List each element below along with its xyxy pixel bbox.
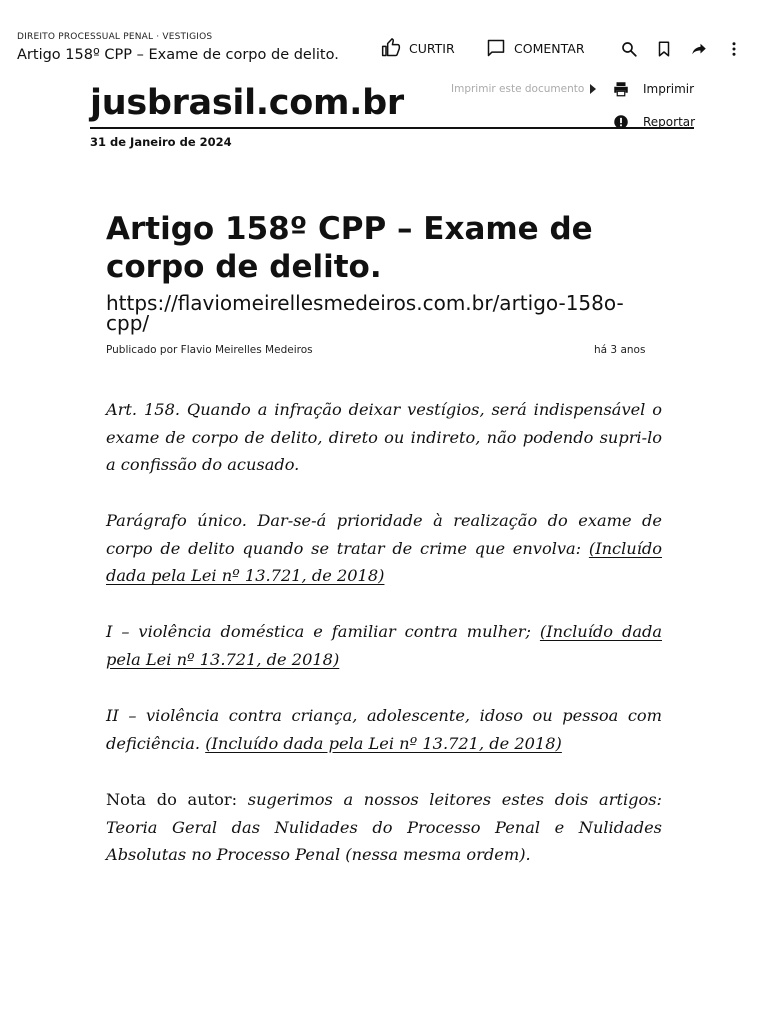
paragraph-text: I – violência doméstica e familiar contra mulher; <box>106 622 531 641</box>
bookmark-icon <box>655 40 673 58</box>
print-hint <box>451 83 596 95</box>
byline: Publicado por Flavio Meirelles Medeiros <box>106 344 313 356</box>
paragraph-inciso-ii <box>106 702 662 757</box>
paragraph-text: Parágrafo único. Dar-se-á prioridade à realização do exame de corpo de delito quando se tratar de crime que envolva: <box>106 511 662 558</box>
site-name: jusbrasil.com.br <box>90 83 404 123</box>
printer-icon <box>612 80 630 98</box>
share-icon <box>690 40 708 58</box>
header-rule <box>90 127 694 129</box>
report-icon <box>612 113 630 131</box>
thumbs-up-icon <box>381 38 401 58</box>
author-note-lead: Nota do autor: <box>106 790 238 809</box>
like-label: CURTIR <box>409 40 455 56</box>
report-button[interactable] <box>612 113 695 131</box>
article-title: Artigo 158º CPP – Exame de corpo de delito. <box>106 211 593 285</box>
breadcrumb[interactable]: DIREITO PROCESSUAL PENAL · VESTIGIOS <box>17 32 213 42</box>
comment-label: COMENTAR <box>514 40 585 56</box>
paragraph-art-158 <box>106 396 662 479</box>
report-label: Reportar <box>643 115 696 129</box>
more-icon <box>725 40 743 58</box>
print-label: Imprimir <box>643 82 695 96</box>
print-button[interactable] <box>612 80 694 98</box>
law-reference-link[interactable]: (Incluído dada pela Lei nº 13.721, de 2018) <box>205 733 562 753</box>
law-reference-link[interactable]: (Incluído dada pela Lei nº 13.721, de 2018) <box>106 538 662 585</box>
comment-icon <box>486 38 506 58</box>
share-button[interactable] <box>689 39 709 59</box>
search-button[interactable] <box>619 39 639 59</box>
publish-age: há 3 anos <box>594 344 646 356</box>
law-reference-link[interactable]: (Incluído dada pela Lei nº 13.721, de 2018) <box>106 622 662 669</box>
article-url[interactable]: https://flaviomeirellesmedeiros.com.br/artigo-158o-cpp/ <box>106 291 624 335</box>
bookmark-button[interactable] <box>654 39 674 59</box>
paragraph-text: Art. 158. Quando a infração deixar vestígios, será indispensável o exame de corpo de delito, direto ou indireto, não podendo supri-lo a confissão do acusado. <box>106 400 662 474</box>
document-date: 31 de Janeiro de 2024 <box>90 135 232 149</box>
document-title: Artigo 158º CPP – Exame de corpo de delito. <box>17 47 339 63</box>
paragraph-text: II – violência contra criança, adolescente, idoso ou pessoa com deficiência. <box>106 706 662 753</box>
author-note-text: sugerimos a nossos leitores estes dois artigos: Teoria Geral das Nulidades do Processo Penal e Nulidades Absolutas no Processo Penal (nessa mesma ordem). <box>106 790 662 864</box>
print-hint-label: Imprimir este documento <box>451 83 585 95</box>
top-bar <box>0 0 768 72</box>
triangle-right-icon <box>590 84 596 94</box>
like-button[interactable] <box>381 38 455 58</box>
more-options-button[interactable] <box>724 39 744 59</box>
author-note <box>106 786 662 869</box>
paragraph-unico <box>106 507 662 590</box>
paragraph-inciso-i <box>106 618 662 673</box>
comment-button[interactable] <box>486 38 585 58</box>
search-icon <box>620 40 638 58</box>
